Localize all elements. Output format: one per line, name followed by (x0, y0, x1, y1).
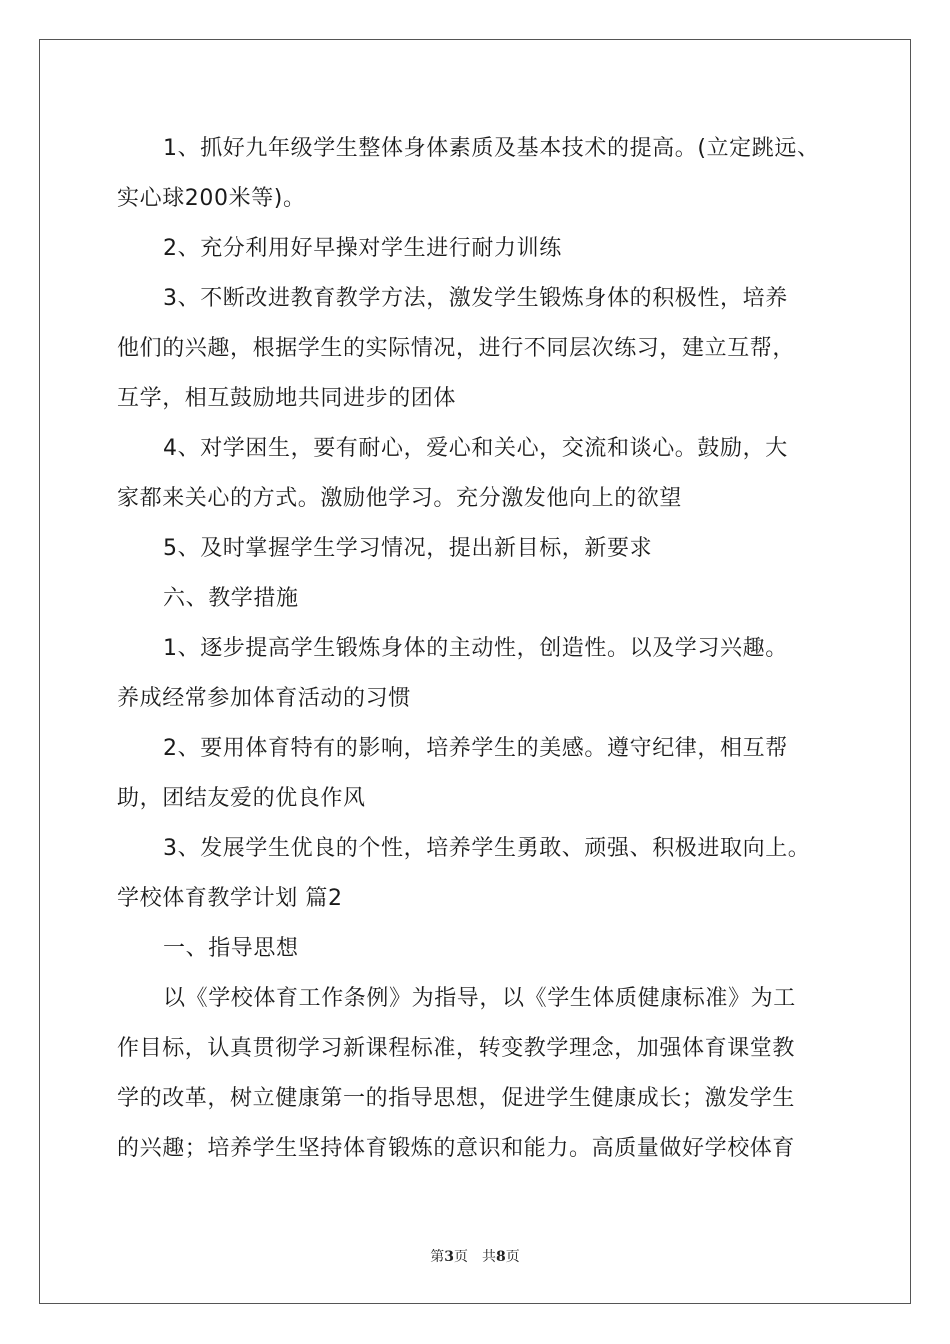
section-heading: 一、指导思想 (163, 936, 299, 961)
paragraph-line: 的兴趣；培养学生坚持体育锻炼的意识和能力。高质量做好学校体育 (117, 1136, 796, 1161)
paragraph-line: 2、充分利用好早操对学生进行耐力训练 (163, 236, 562, 261)
paragraph-line: 1、抓好九年级学生整体身体素质及基本技术的提高。(立定跳远、 (163, 136, 820, 161)
page-current: 3 (444, 1249, 454, 1265)
paragraph-line: 2、要用体育特有的影响，培养学生的美感。遵守纪律，相互帮 (163, 736, 788, 761)
document-title: 学校体育教学计划 篇2 (117, 886, 343, 911)
paragraph-line: 助，团结友爱的优良作风 (117, 786, 366, 811)
page-total: 8 (496, 1249, 506, 1265)
paragraph-line: 实心球200米等)。 (117, 186, 306, 211)
page-suffix: 页 (454, 1249, 468, 1265)
paragraph-line: 他们的兴趣，根据学生的实际情况，进行不同层次练习，建立互帮， (117, 336, 796, 361)
document-body (117, 129, 839, 1179)
paragraph-line: 学的改革，树立健康第一的指导思想，促进学生健康成长；激发学生 (117, 1086, 796, 1111)
paragraph-line: 3、发展学生优良的个性，培养学生勇敢、顽强、积极进取向上。 (163, 836, 811, 861)
paragraph-line: 家都来关心的方式。激励他学习。充分激发他向上的欲望 (117, 486, 683, 511)
page-footer (0, 1246, 950, 1266)
paragraph-line: 养成经常参加体育活动的习惯 (117, 686, 411, 711)
paragraph-line: 4、对学困生，要有耐心，爱心和关心，交流和谈心。鼓励，大 (163, 436, 788, 461)
page-prefix: 第 (430, 1249, 445, 1265)
paragraph-line: 5、及时掌握学生学习情况，提出新目标，新要求 (163, 536, 653, 561)
section-heading: 六、教学措施 (163, 586, 299, 611)
paragraph-line: 以《学校体育工作条例》为指导，以《学生体质健康标准》为工 (163, 986, 796, 1011)
paragraph-line: 互学，相互鼓励地共同进步的团体 (117, 386, 457, 411)
paragraph-line: 1、逐步提高学生锻炼身体的主动性，创造性。以及学习兴趣。 (163, 636, 788, 661)
total-suffix: 页 (505, 1249, 520, 1265)
paragraph-line: 3、不断改进教育教学方法，激发学生锻炼身体的积极性，培养 (163, 286, 788, 311)
paragraph-line: 作目标，认真贯彻学习新课程标准，转变教学理念，加强体育课堂教 (117, 1036, 796, 1061)
total-prefix: 共 (482, 1249, 496, 1265)
